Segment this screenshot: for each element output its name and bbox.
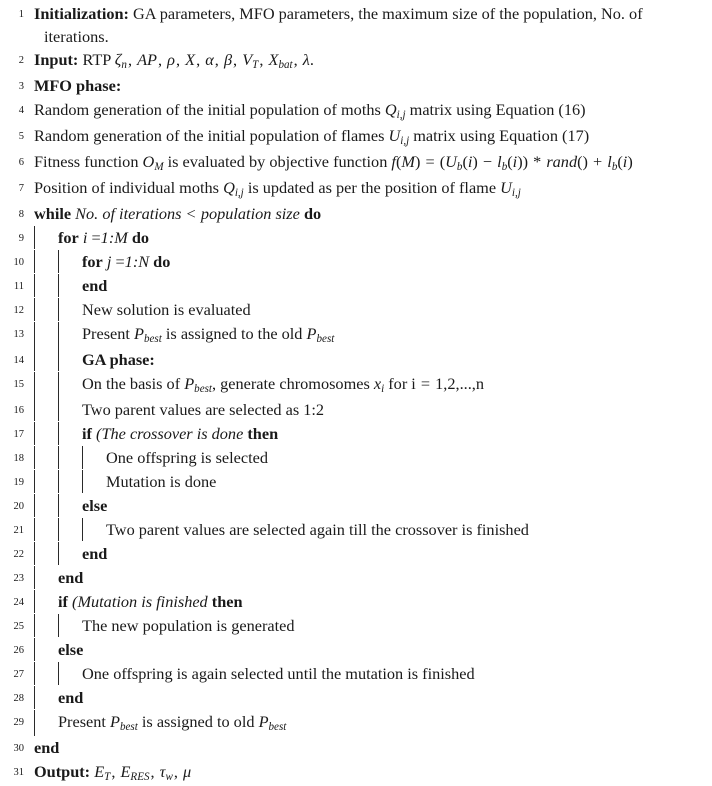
line-number: 7 <box>18 183 24 194</box>
line-text: end <box>82 276 108 295</box>
line-number: 9 <box>18 233 24 244</box>
line-body <box>24 226 712 249</box>
line-number: 20 <box>13 501 24 512</box>
line-text: for i =1:M do <box>58 228 150 247</box>
line-body <box>24 124 712 150</box>
algorithm-line <box>0 48 712 74</box>
line-body <box>24 348 712 371</box>
line-keyword: Input: <box>34 50 79 69</box>
indent-guide <box>58 422 59 445</box>
indent-guide <box>58 542 59 565</box>
line-keyword: MFO phase: <box>34 76 122 95</box>
indent-guide <box>82 518 83 541</box>
indent-guide <box>58 298 59 321</box>
indent-guide <box>58 348 59 371</box>
algorithm-line <box>0 518 712 542</box>
line-keyword: Initialization: <box>34 4 129 23</box>
line-body <box>24 662 712 685</box>
line-number: 30 <box>13 743 24 754</box>
indent-guide <box>58 322 59 348</box>
line-text: Two parent values are selected as 1:2 <box>82 400 325 419</box>
indent-guide <box>58 614 59 637</box>
line-body <box>24 298 712 321</box>
line-number: 13 <box>13 329 24 340</box>
indent-guide <box>82 470 83 493</box>
indent-guide <box>58 470 59 493</box>
indent-guide <box>34 422 35 445</box>
indent-guide <box>34 590 35 613</box>
algorithm-line <box>0 446 712 470</box>
line-number: 27 <box>13 669 24 680</box>
line-continuation: iterations. <box>44 27 109 46</box>
line-text: The new population is generated <box>82 616 295 635</box>
line-text: for j =1:N do <box>82 252 171 271</box>
line-body <box>24 760 712 786</box>
line-body <box>24 518 712 541</box>
algorithm-line <box>0 760 712 786</box>
algorithm-line <box>0 150 712 176</box>
line-body <box>24 638 712 661</box>
line-number: 11 <box>13 281 24 292</box>
line-number: 22 <box>13 549 24 560</box>
line-text: Random generation of the initial population of flames $U_{i,j}$ matrix using Equation (17) <box>34 126 590 148</box>
indent-guide <box>34 710 35 736</box>
line-number: 25 <box>13 621 24 632</box>
algorithm-line <box>0 398 712 422</box>
indent-guide <box>58 662 59 685</box>
indent-guide <box>34 638 35 661</box>
line-text: end <box>34 738 60 757</box>
algorithm-line <box>0 614 712 638</box>
line-body <box>24 274 712 297</box>
line-body <box>24 74 712 97</box>
line-text: Two parent values are selected again till the crossover is finished <box>106 520 529 539</box>
line-number: 19 <box>13 477 24 488</box>
algorithm-line <box>0 202 712 226</box>
line-text: One offspring is selected <box>106 448 269 467</box>
line-number: 5 <box>18 131 24 142</box>
indent-guide <box>34 446 35 469</box>
algorithm-line <box>0 298 712 322</box>
line-number: 1 <box>18 9 24 20</box>
algorithm-line <box>0 176 712 202</box>
line-body <box>24 176 712 202</box>
algorithm-line <box>0 566 712 590</box>
line-number: 4 <box>18 105 24 116</box>
indent-guide <box>34 542 35 565</box>
line-number: 10 <box>13 257 24 268</box>
algorithm-line <box>0 470 712 494</box>
line-number: 21 <box>13 525 24 536</box>
line-number: 2 <box>18 55 24 66</box>
line-text: New solution is evaluated <box>82 300 251 319</box>
line-number: 18 <box>13 453 24 464</box>
line-text: if (The crossover is done then <box>82 424 279 443</box>
line-keyword: Output: <box>34 762 91 781</box>
algorithm-line <box>0 736 712 760</box>
indent-guide <box>58 274 59 297</box>
algorithm-line <box>0 348 712 372</box>
line-number: 28 <box>13 693 24 704</box>
line-body <box>24 470 712 493</box>
indent-guide <box>82 446 83 469</box>
line-text: Mutation is done <box>106 472 217 491</box>
line-text: Random generation of the initial population of moths $Q_{i,j}$ matrix using Equation (16) <box>34 100 586 122</box>
line-body <box>24 98 712 124</box>
algorithm-line <box>0 686 712 710</box>
line-body <box>24 494 712 517</box>
indent-guide <box>34 494 35 517</box>
line-number: 12 <box>13 305 24 316</box>
algorithm-line <box>0 98 712 124</box>
line-body <box>24 322 712 348</box>
indent-guide <box>58 398 59 421</box>
algorithm-line <box>0 422 712 446</box>
line-body <box>24 202 712 225</box>
algorithm-line <box>0 662 712 686</box>
indent-guide <box>58 372 59 398</box>
line-body <box>24 736 712 759</box>
line-text: if (Mutation is finished then <box>58 592 243 611</box>
indent-guide <box>34 398 35 421</box>
line-text: RTP $\zeta_n$, AP, ρ, X, α, β, $V_T$, $X_{bat}$, λ. <box>82 50 314 72</box>
algorithm-line <box>0 274 712 298</box>
algorithm-line <box>0 2 712 48</box>
line-text: Position of individual moths $Q_{i,j}$ is updated as per the position of flame $U_{i,j}$ <box>34 178 521 200</box>
line-text: while No. of iterations < population size do <box>34 204 322 223</box>
indent-guide <box>58 250 59 273</box>
line-text: end <box>58 688 84 707</box>
line-number: 15 <box>13 379 24 390</box>
indent-guide <box>58 446 59 469</box>
line-text: GA parameters, MFO parameters, the maximum size of the population, No. of <box>128 4 643 23</box>
line-body <box>24 614 712 637</box>
indent-guide <box>34 518 35 541</box>
line-number: 24 <box>13 597 24 608</box>
algorithm-line <box>0 542 712 566</box>
algorithm-line <box>0 322 712 348</box>
indent-guide <box>34 274 35 297</box>
line-body <box>24 446 712 469</box>
indent-guide <box>34 348 35 371</box>
indent-guide <box>34 470 35 493</box>
indent-guide <box>34 372 35 398</box>
algorithm-line <box>0 250 712 274</box>
line-text: GA phase: <box>82 350 155 369</box>
indent-guide <box>58 518 59 541</box>
algorithm-line <box>0 372 712 398</box>
line-text: $E_T$, $E_{RES}$, $\tau_w$, μ <box>94 762 192 784</box>
line-body <box>24 422 712 445</box>
algorithm-line <box>0 710 712 736</box>
line-text: One offspring is again selected until the mutation is finished <box>82 664 475 683</box>
line-body <box>24 250 712 273</box>
indent-guide <box>34 250 35 273</box>
indent-guide <box>34 614 35 637</box>
line-number: 23 <box>13 573 24 584</box>
line-body <box>24 686 712 709</box>
line-number: 3 <box>18 81 24 92</box>
line-body <box>24 710 712 736</box>
line-number: 8 <box>18 209 24 220</box>
line-body <box>24 566 712 589</box>
line-number: 17 <box>13 429 24 440</box>
line-text: On the basis of $P_{best}$, generate chromosomes $x_i$ for i = 1,2,...,n <box>82 374 485 396</box>
line-number: 16 <box>13 405 24 416</box>
line-text: end <box>58 568 84 587</box>
line-body <box>24 372 712 398</box>
indent-guide <box>34 566 35 589</box>
indent-guide <box>58 494 59 517</box>
line-text: else <box>82 496 108 515</box>
line-body <box>24 398 712 421</box>
algorithm-line <box>0 494 712 518</box>
algorithm-line <box>0 124 712 150</box>
indent-guide <box>34 322 35 348</box>
algorithm-line <box>0 590 712 614</box>
line-number: 26 <box>13 645 24 656</box>
line-text: else <box>58 640 84 659</box>
algorithm-line <box>0 638 712 662</box>
indent-guide <box>34 662 35 685</box>
line-body <box>24 590 712 613</box>
line-number: 14 <box>13 355 24 366</box>
algorithm-line <box>0 74 712 98</box>
line-body <box>24 542 712 565</box>
line-text: end <box>82 544 108 563</box>
indent-guide <box>34 686 35 709</box>
line-number: 6 <box>18 157 24 168</box>
indent-guide <box>34 226 35 249</box>
line-text: Present $P_{best}$ is assigned to the old $P_{best}$ <box>82 324 335 346</box>
line-number: 31 <box>13 767 24 778</box>
line-body <box>24 2 712 48</box>
line-text: Fitness function $O_M$ is evaluated by objective function $f(M) = (U_b(i) - l_b(i))$ * rand() + $l_b(i)$ <box>34 152 633 174</box>
line-body <box>24 150 712 176</box>
line-text: Present $P_{best}$ is assigned to old $P_{best}$ <box>58 712 287 734</box>
indent-guide <box>34 298 35 321</box>
line-body <box>24 48 712 74</box>
algorithm-line <box>0 226 712 250</box>
line-number: 29 <box>13 717 24 728</box>
